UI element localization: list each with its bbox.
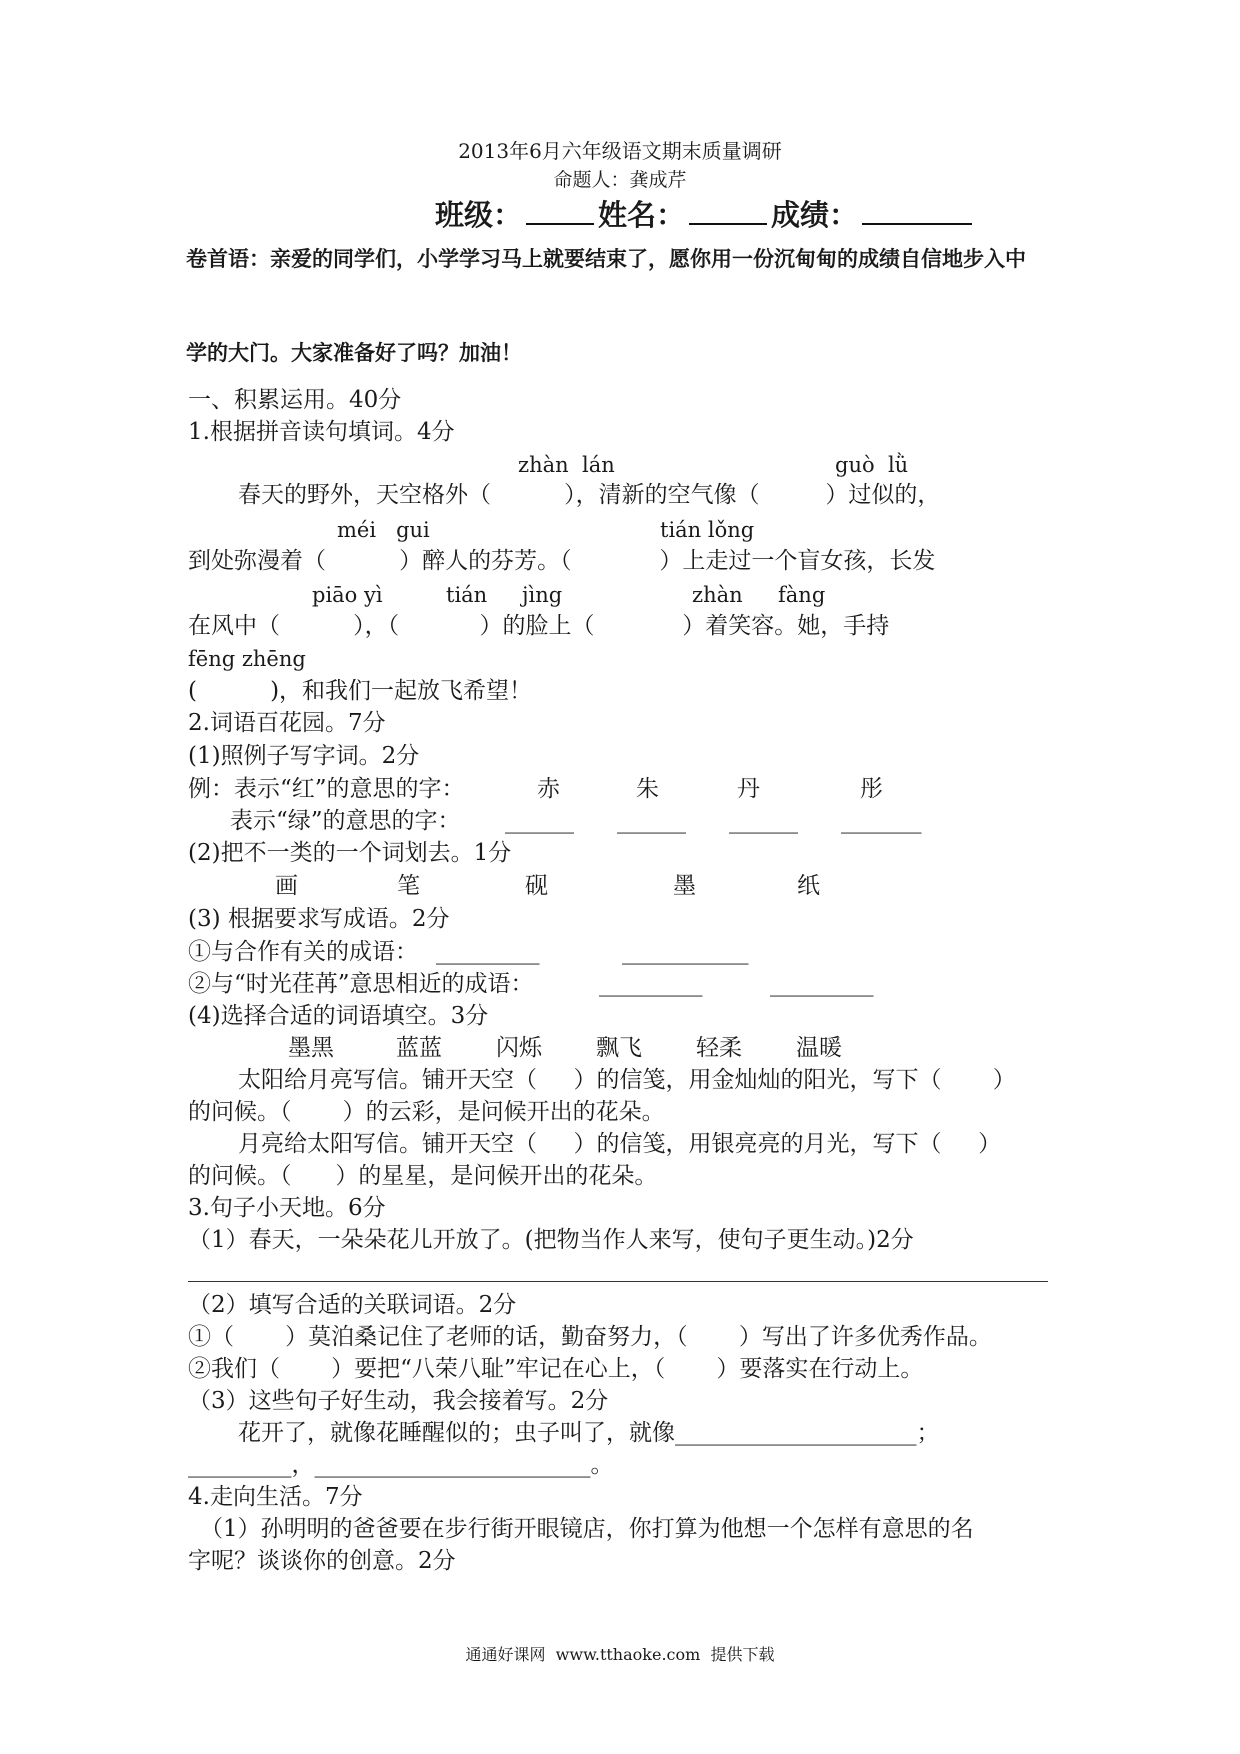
idiom-blank[interactable]: ___________ bbox=[622, 939, 749, 965]
choice-word: 墨黑 bbox=[288, 1035, 334, 1061]
pinyin-fang: fàng bbox=[778, 583, 826, 607]
choice-word: 温暖 bbox=[796, 1035, 842, 1061]
q3-part2-line-1: ①（ ）莫泊桑记住了老师的话，勤奋努力，（ ）写出了许多优秀作品。 bbox=[188, 1324, 992, 1350]
pinyin-guolv: guò lǜ bbox=[835, 453, 909, 477]
q1-line-2: 到处弥漫着（ ）醉人的芬芳。（ ）上走过一个盲女孩，长发 bbox=[188, 548, 936, 574]
idiom-line-2-label: ②与“时光荏苒”意思相近的成语： bbox=[188, 971, 534, 997]
answer-line[interactable] bbox=[188, 1281, 1048, 1282]
q4-part1-line-2: 字呢？谈谈你的创意。2分 bbox=[188, 1548, 456, 1574]
odd-word[interactable]: 砚 bbox=[525, 873, 548, 899]
pinyin-jing: jìng bbox=[522, 583, 563, 607]
q2-title: 2.词语百花园。7分 bbox=[188, 710, 386, 736]
score-blank[interactable] bbox=[862, 195, 972, 225]
q3-part3-line-1: 花开了，就像花睡醒似的；虫子叫了，就像_____________________； bbox=[238, 1420, 940, 1446]
q4-title: 4.走向生活。7分 bbox=[188, 1484, 363, 1510]
q1-title: 1.根据拼音读句填词。4分 bbox=[188, 419, 455, 445]
pinyin-fengzheng: fēng zhēng bbox=[188, 647, 306, 671]
q2-example-label: 例：表示“红”的意思的字： bbox=[188, 776, 465, 802]
odd-word[interactable]: 纸 bbox=[797, 873, 820, 899]
footer-text: 通通好课网 www.tthaoke.com 提供下载 bbox=[465, 1645, 775, 1664]
green-blank[interactable]: ______ bbox=[617, 808, 686, 834]
q2-green-label: 表示“绿”的意思的字： bbox=[230, 808, 461, 834]
choice-word: 蓝蓝 bbox=[396, 1035, 442, 1061]
green-blank[interactable]: _______ bbox=[841, 808, 922, 834]
choice-word: 飘飞 bbox=[596, 1035, 642, 1061]
moon-letter-line-2: 的问候。（ ）的星星，是问候开出的花朵。 bbox=[188, 1163, 658, 1189]
pinyin-zhan: zhàn bbox=[692, 583, 743, 607]
idiom-line-1-label: ①与合作有关的成语： bbox=[188, 939, 418, 965]
choice-word: 轻柔 bbox=[696, 1035, 742, 1061]
sun-letter-line-2: 的问候。（ ）的云彩，是问候开出的花朵。 bbox=[188, 1099, 665, 1125]
class-label: 班级： bbox=[435, 198, 523, 232]
pinyin-tian: tián bbox=[446, 583, 488, 607]
student-info-line bbox=[435, 195, 976, 233]
name-label: 姓名： bbox=[598, 198, 686, 232]
name-blank[interactable] bbox=[689, 195, 767, 225]
q4-part1-line-1: （1）孙明明的爸爸要在步行街开眼镜店，你打算为他想一个怎样有意思的名 bbox=[200, 1516, 974, 1542]
section-1-title: 一、积累运用。40分 bbox=[188, 387, 402, 413]
moon-letter-line-1: 月亮给太阳写信。铺开天空（ ）的信笺，用银亮亮的月光，写下（ ） bbox=[238, 1131, 1002, 1157]
class-blank[interactable] bbox=[526, 195, 594, 225]
q3-part3-title: （3）这些句子好生动，我会接着写。2分 bbox=[188, 1388, 609, 1414]
sun-letter-line-1: 太阳给月亮写信。铺开天空（ ）的信笺，用金灿灿的阳光，写下（ ） bbox=[238, 1067, 1016, 1093]
idiom-blank[interactable]: _________ bbox=[599, 971, 703, 997]
q2-part4-title: (4)选择合适的词语填空。3分 bbox=[188, 1003, 489, 1029]
example-char: 朱 bbox=[636, 776, 659, 802]
q3-part3-line-2: _________，________________________。 bbox=[188, 1452, 614, 1478]
intro-line-2: 学的大门。大家准备好了吗？加油！ bbox=[186, 341, 522, 365]
pinyin-tianlong: tián lǒng bbox=[660, 518, 755, 542]
green-blank[interactable]: ______ bbox=[505, 808, 574, 834]
q1-line-4: ( )，和我们一起放飞希望！ bbox=[188, 678, 533, 704]
exam-title: 2013年6月六年级语文期末质量调研 bbox=[458, 139, 782, 163]
odd-word[interactable]: 墨 bbox=[673, 873, 696, 899]
example-char: 彤 bbox=[860, 776, 883, 802]
q2-part3-title: (3) 根据要求写成语。2分 bbox=[188, 906, 450, 932]
q3-part2-title: （2）填写合适的关联词语。2分 bbox=[188, 1292, 517, 1318]
choice-word: 闪烁 bbox=[496, 1035, 542, 1061]
q3-part1: （1）春天，一朵朵花儿开放了。(把物当作人来写，使句子更生动。)2分 bbox=[188, 1227, 914, 1253]
q1-line-1: 春天的野外，天空格外（ ），清新的空气像（ ）过似的， bbox=[238, 482, 941, 508]
q2-part1-title: (1)照例子写字词。2分 bbox=[188, 743, 420, 769]
green-blank[interactable]: ______ bbox=[729, 808, 798, 834]
pinyin-zhanlan: zhàn lán bbox=[518, 453, 615, 477]
example-char: 丹 bbox=[737, 776, 760, 802]
exam-author: 命题人：龚成芹 bbox=[553, 169, 687, 191]
q3-part2-line-2: ②我们（ ）要把“八荣八耻”牢记在心上，（ ）要落实在行动上。 bbox=[188, 1356, 924, 1382]
score-label: 成绩： bbox=[771, 198, 859, 232]
example-char: 赤 bbox=[537, 776, 560, 802]
idiom-blank[interactable]: _________ bbox=[436, 939, 540, 965]
odd-word[interactable]: 画 bbox=[275, 873, 298, 899]
q3-title: 3.句子小天地。6分 bbox=[188, 1195, 386, 1221]
intro-line-1: 卷首语：亲爱的同学们，小学学习马上就要结束了，愿你用一份沉甸甸的成绩自信地步入中 bbox=[186, 247, 1026, 271]
q1-line-3: 在风中（ ），（ ）的脸上（ ）着笑容。她，手持 bbox=[188, 613, 890, 639]
idiom-blank[interactable]: _________ bbox=[770, 971, 874, 997]
pinyin-meigui: méi gui bbox=[337, 518, 430, 542]
pinyin-piaoyi: piāo yì bbox=[312, 583, 383, 607]
q2-part2-title: (2)把不一类的一个词划去。1分 bbox=[188, 840, 512, 866]
odd-word[interactable]: 笔 bbox=[397, 873, 420, 899]
